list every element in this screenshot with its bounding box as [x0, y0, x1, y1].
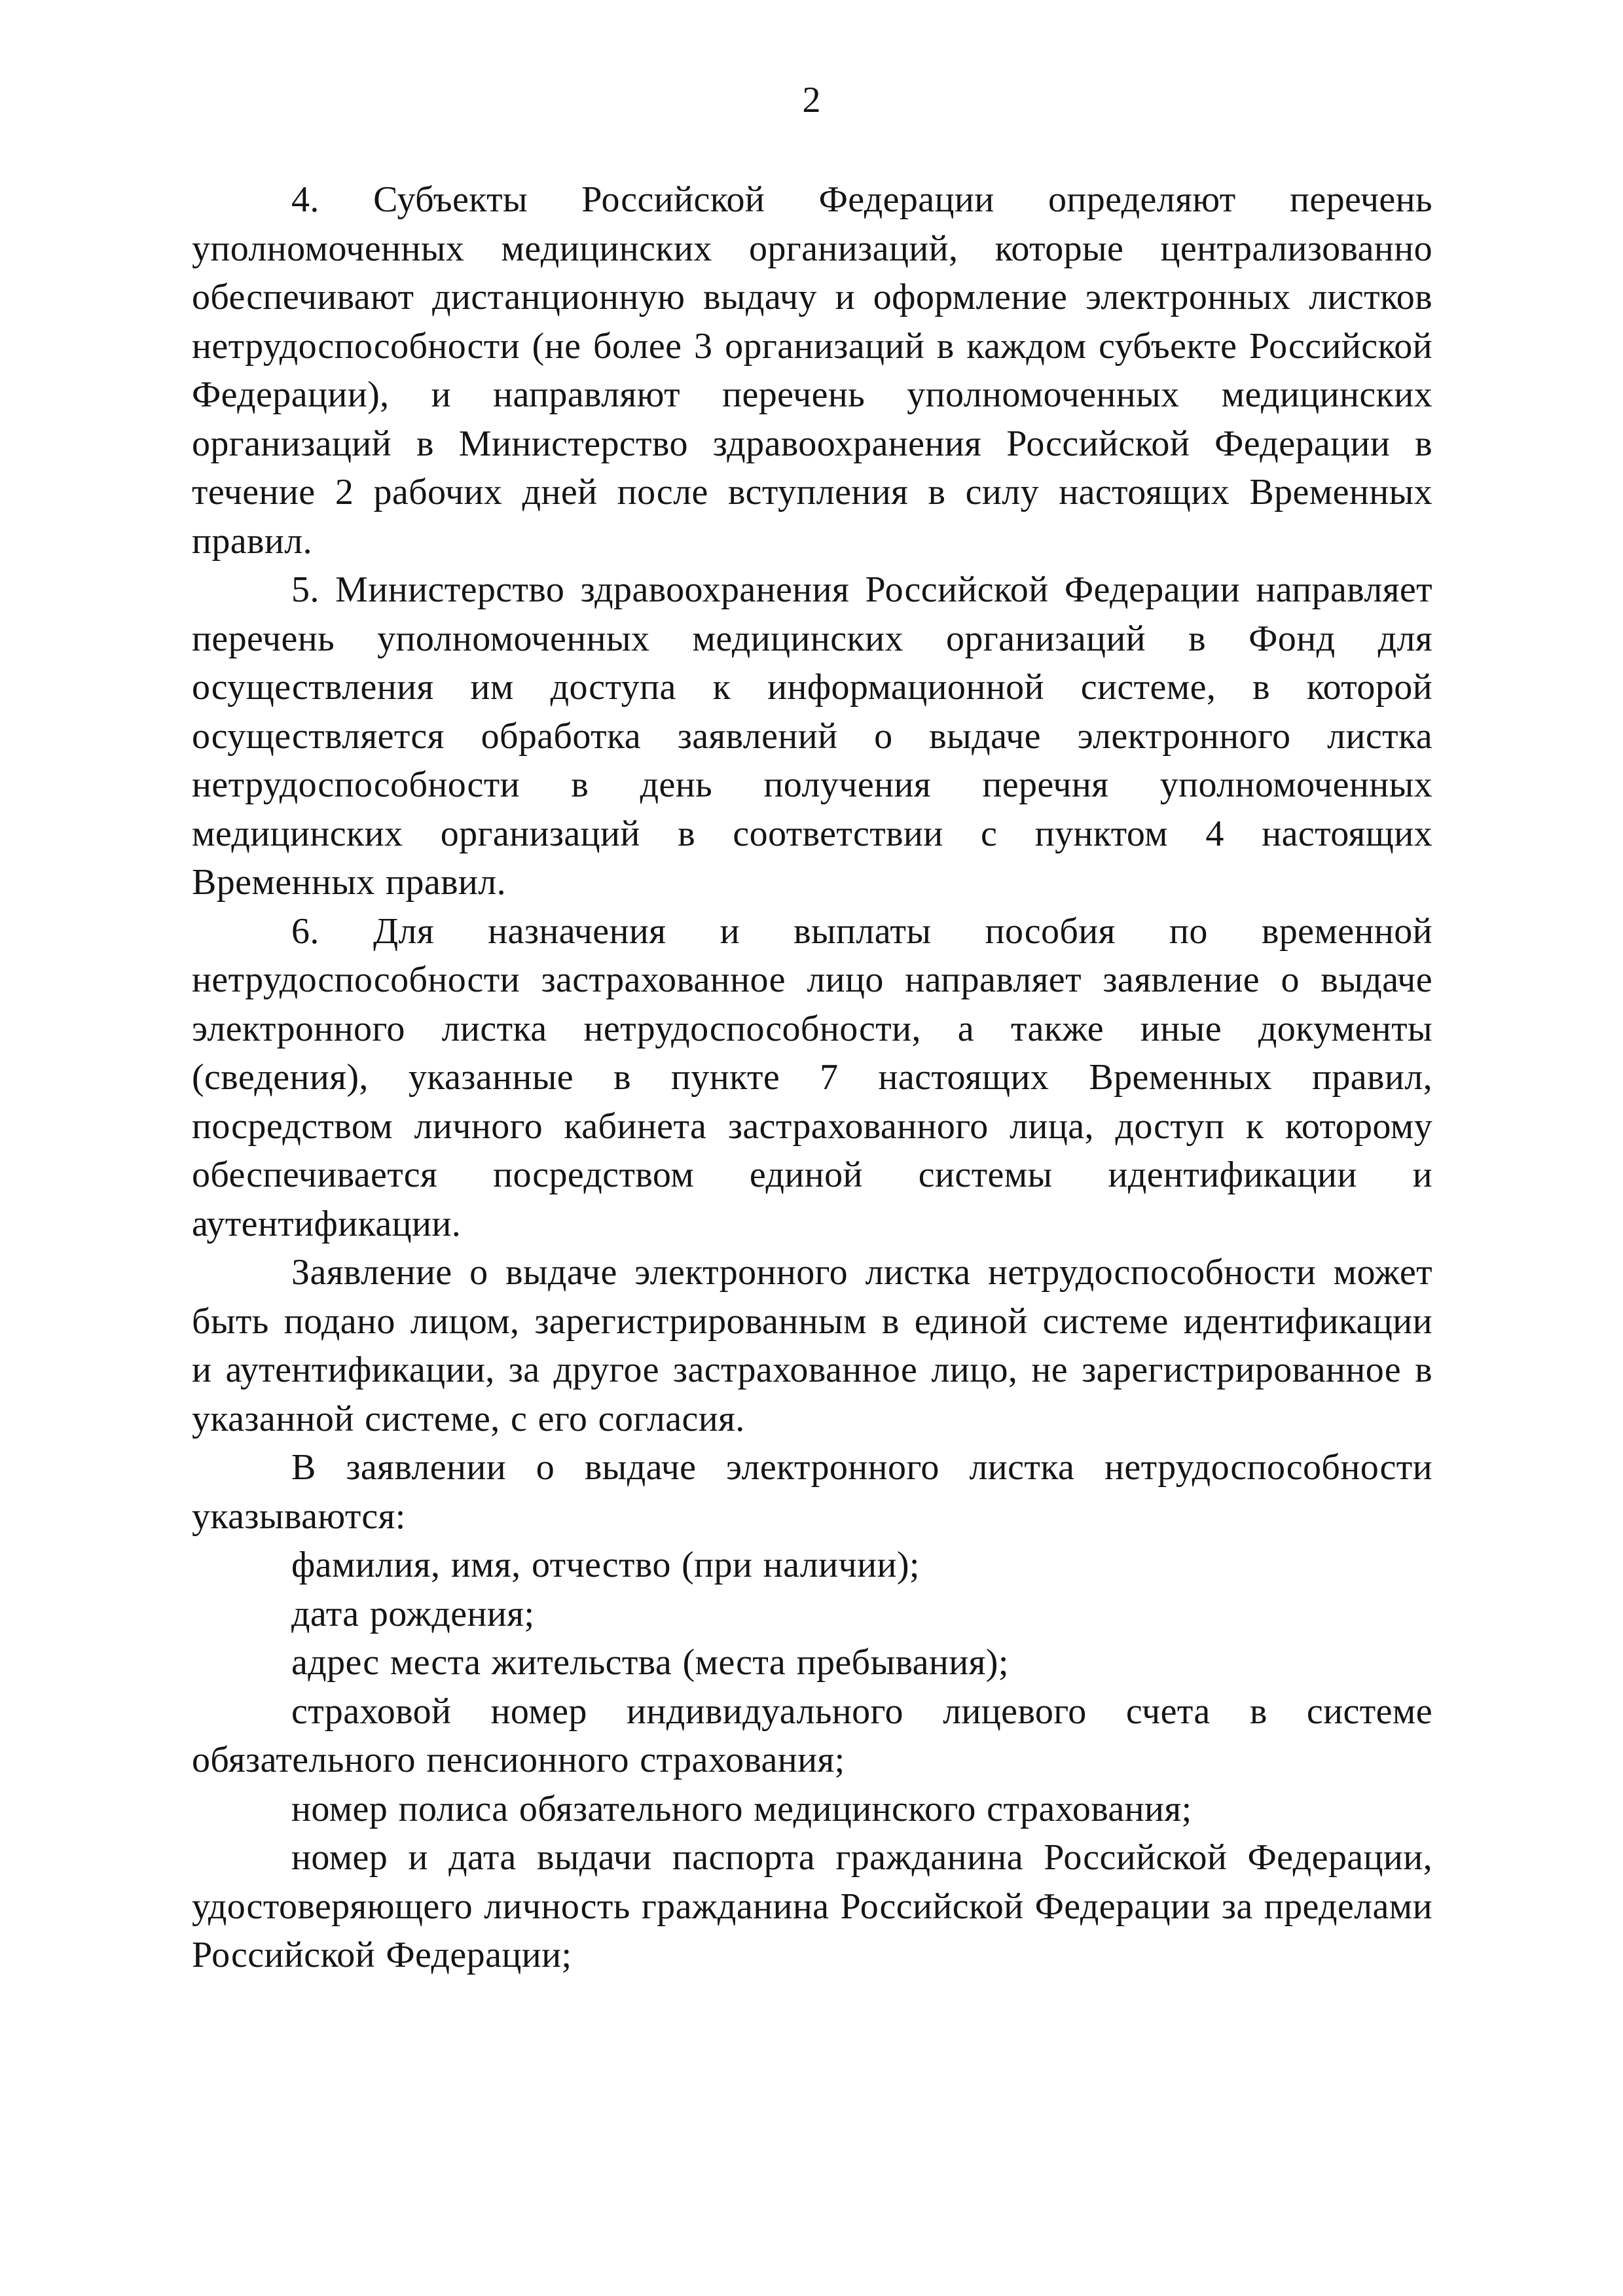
list-item-birth-date: дата рождения; [291, 1593, 535, 1634]
list-item-full-name: фамилия, имя, отчество (при наличии); [291, 1545, 920, 1585]
list-item-medical-policy: номер полиса обязательного медицинского страхования; [291, 1788, 1192, 1829]
list-item-passport: номер и дата выдачи паспорта гражданина Российской Федерации, удостоверяющего личность гражданина Российской Федерации за пределами Российской Федерации; [192, 1837, 1432, 1975]
paragraph-item-4: 4. Субъекты Российской Федерации определяют перечень уполномоченных медицинских организаций, которые централизованно обеспечивают дистанционную выдачу и оформление электронных листков нетрудоспособности (не более 3 организаций в каждом субъекте Российской Федерации), и направляют перечень уполномоченных медицинских организаций в Министерство здравоохранения Российской Федерации в течение 2 рабочих дней после вступления в силу настоящих Временных правил. [192, 179, 1432, 562]
document-body [192, 175, 1432, 1980]
list-item-address: адрес места жительства (места пребывания); [291, 1642, 1009, 1683]
paragraph-application-submission: Заявление о выдаче электронного листка нетрудоспособности может быть подано лицом, зарегистрированным в единой системе идентификации и аутентификации, за другое застрахованное лицо, не зарегистрированное в указанной системе, с его согласия. [192, 1252, 1432, 1439]
paragraph-item-5: 5. Министерство здравоохранения Российской Федерации направляет перечень уполномоченных медицинских организаций в Фонд для осуществления им доступа к информационной системе, в которой осуществляется обработка заявлений о выдаче электронного листка нетрудоспособности в день получения перечня уполномоченных медицинских организаций в соответствии с пунктом 4 настоящих Временных правил. [192, 569, 1432, 903]
paragraph-application-contents-intro: В заявлении о выдаче электронного листка нетрудоспособности указываются: [192, 1447, 1432, 1537]
paragraph-item-6: 6. Для назначения и выплаты пособия по временной нетрудоспособности застрахованное лицо направляет заявление о выдаче электронного листка нетрудоспособности, а также иные документы (сведения), указанные в пункте 7 настоящих Временных правил, посредством личного кабинета застрахованного лица, доступ к которому обеспечивается посредством единой системы идентификации и аутентификации. [192, 910, 1432, 1244]
page-number: 2 [802, 80, 821, 120]
list-item-insurance-number: страховой номер индивидуального лицевого счета в системе обязательного пенсионного страхования; [192, 1691, 1432, 1780]
